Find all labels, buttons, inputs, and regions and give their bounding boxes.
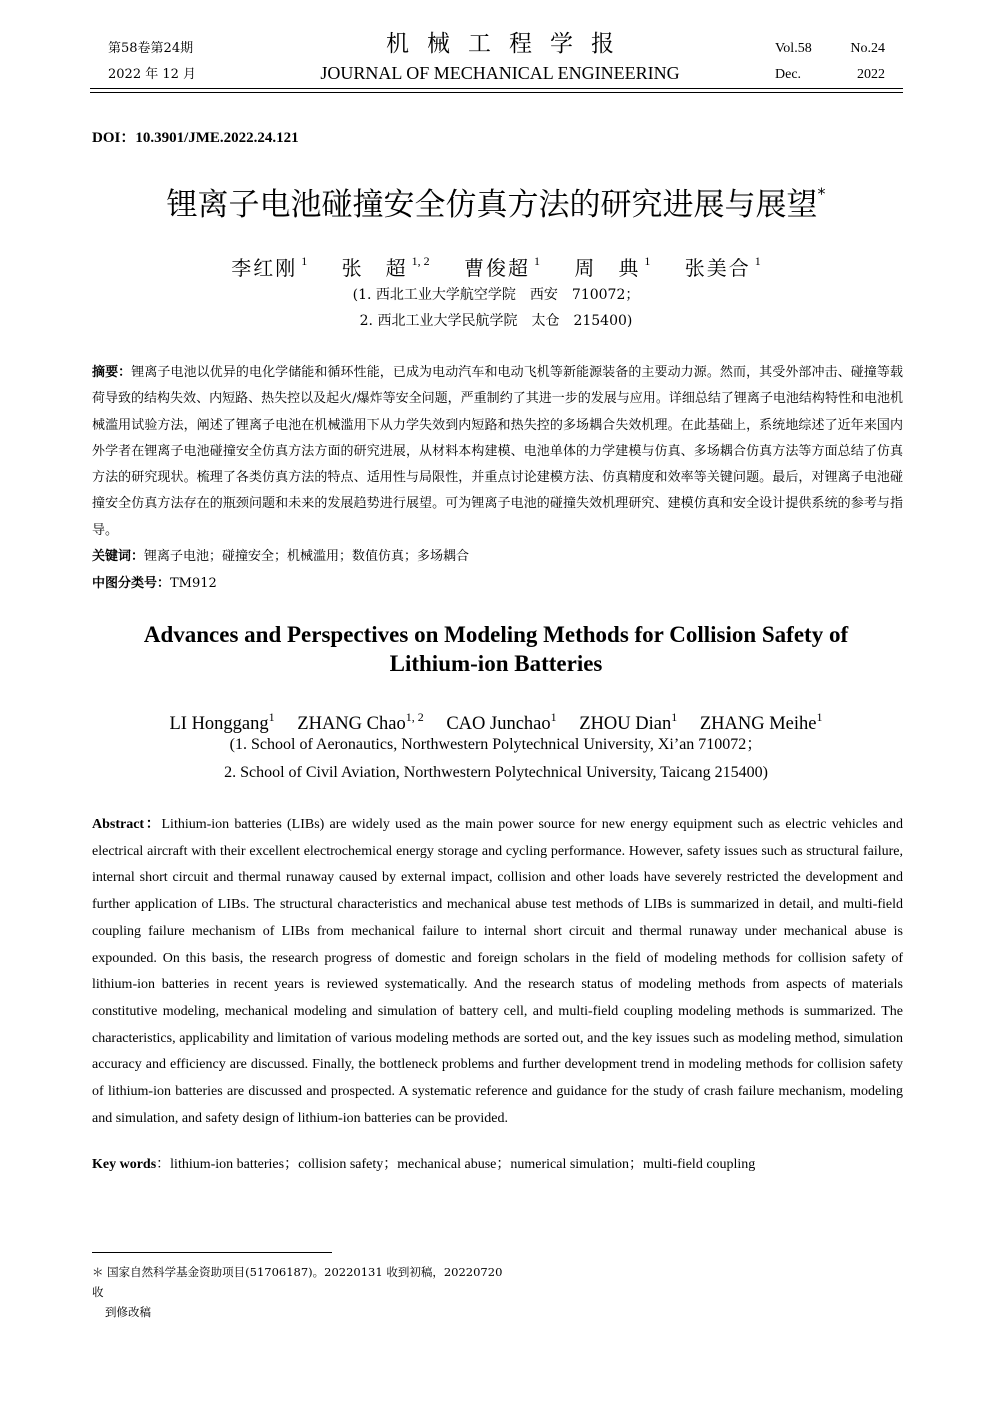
abstract-en-label: Abstract： <box>92 817 162 832</box>
abstract-cn <box>92 360 903 544</box>
author-en: ZHANG Meihe$^1$ <box>699 710 823 734</box>
journal-name-cn: 机械工程学报 <box>386 31 632 57</box>
author-cn: 张美合 $^1$ <box>684 254 761 280</box>
affiliation-en-2: 2. School of Civil Aviation, Northwestern Polytechnical University, Taicang 215400) <box>224 764 768 781</box>
author-en: ZHOU Dian$^1$ <box>579 710 678 734</box>
title-en-line1: Advances and Perspectives on Modeling Methods for Collision Safety of <box>143 622 849 647</box>
classification-cn-text: TM912 <box>170 576 217 591</box>
author-en: LI Honggang$^1$ <box>169 710 275 734</box>
header-date-cn: 2022 年 12 月 <box>108 67 197 82</box>
abstract-cn-label: 摘要： <box>92 365 132 380</box>
header-volume-info <box>775 36 885 88</box>
footnote-line2: 到修改稿 <box>105 1305 151 1319</box>
keywords-cn-label: 关键词： <box>92 549 145 564</box>
journal-name-en: JOURNAL OF MECHANICAL ENGINEERING <box>320 63 680 83</box>
author-cn: 李红刚 $^1$ <box>231 254 308 280</box>
header-rule-thick <box>90 88 903 89</box>
keywords-en <box>92 1152 755 1178</box>
author-cn: 曹俊超 $^1$ <box>464 254 540 280</box>
author-cn: 张 超 $^{1, 2}$ <box>341 254 430 280</box>
affiliations-cn <box>92 282 900 334</box>
doi[interactable]: DOI：10.3901/JME.2022.24.121 <box>92 130 299 146</box>
title-en-line2: Lithium-ion Batteries <box>389 651 603 676</box>
affiliation-cn-1: (1. 西北工业大学航空学院 西安 710072； <box>352 287 640 303</box>
footnote-line1: ＊ 国家自然科学基金资助项目(51706187)。20220131 收到初稿，20220720 收 <box>92 1265 503 1299</box>
abstract-en-text: Lithium-ion batteries (LIBs) are widely used as the main power source for new energy equipment such as electric vehicles and electrical aircraft with their excellent electrochemical energy storage and cycling performance. However, safety issues such as structural failure, internal short circuit and thermal runaway caused by external impact, collision and other loads have severely restricted the development and further application of LIBs. The structural characteristics and mechanical abuse test methods of LIBs is summarized in detail, and multi-field coupling failure mechanism of LIBs from mechanical failure to internal short circuit and thermal runaway under mechanical abuse is expounded. On this basis, the research progress of domestic and foreign scholars in the field of modeling methods for collision safety of lithium-ion batteries in recent years is reviewed systematically. And the research status of modeling methods from aspects of materials constitutive modeling, mechanical modeling and simulation of battery cell, and multi-field coupling modeling methods is summarized. The characteristics, applicability and limitation of various modeling methods are sorted out, and the key issues such as modeling method, simulation accuracy and efficiency are discussed. Finally, the bottleneck problems and further development trend in modeling methods for collision safety of lithium-ion batteries are discussed and prospected. A systematic reference and guidance for the study of crash failure mechanism, modeling and simulation, and safety design of lithium-ion batteries can be provided. <box>92 817 903 1126</box>
title-cn <box>92 172 900 227</box>
authors-cn <box>92 244 900 285</box>
header-issue-info <box>108 36 196 88</box>
affiliation-en-1: (1. School of Aeronautics, Northwestern Polytechnical University, Xi’an 710072； <box>229 736 763 753</box>
title-en <box>92 620 900 678</box>
author-cn: 周 典 $^1$ <box>574 254 651 280</box>
page-header <box>90 28 903 90</box>
affiliation-cn-2: 2. 西北工业大学民航学院 太仓 215400) <box>359 313 633 329</box>
author-en: CAO Junchao$^1$ <box>446 710 557 734</box>
keywords-cn <box>92 544 469 570</box>
header-rule-thin <box>90 92 903 93</box>
classification-cn <box>92 571 217 597</box>
keywords-en-text: ：lithium-ion batteries；collision safety；mechanical abuse；numerical simulation；multi-field coupling <box>156 1157 756 1172</box>
footnote <box>92 1262 512 1322</box>
abstract-en <box>92 812 903 1132</box>
abstract-cn-text: 锂离子电池以优异的电化学储能和循环性能，已成为电动汽车和电动飞机等新能源装备的主要动力源。然而，其受外部冲击、碰撞等载荷导致的结构失效、内短路、热失控以及起火/爆炸等安全问题，严重制约了其进一步的发展与应用。详细总结了锂离子电池结构特性和电池机械滥用试验方法，阐述了锂离子电池在机械滥用下从力学失效到内短路和热失控的多场耦合失效机理。在此基础上，系统地综述了近年来国内外学者在锂离子电池碰撞安全仿真方法方面的研究进展，从材料本构建模、电池单体的力学建模与仿真、多场耦合仿真方法等方面总结了仿真方法的研究现状。梳理了各类仿真方法的特点、适用性与局限性，并重点讨论建模方法、仿真精度和效率等关键问题。最后，对锂离子电池碰撞安全仿真方法存在的瓶颈问题和未来的发展趋势进行展望。可为锂离子电池的碰撞失效机理研究、建模仿真和安全设计提供系统的参考与指导。 <box>92 365 903 538</box>
header-issue-cn: 第58卷第24期 <box>108 41 194 56</box>
keywords-cn-text: 锂离子电池；碰撞安全；机械滥用；数值仿真；多场耦合 <box>144 549 470 564</box>
header-number: No.24 <box>850 41 885 56</box>
author-en: ZHANG Chao$^{1, 2}$ <box>297 710 424 734</box>
header-year: 2022 <box>857 67 885 82</box>
title-cn-text: 锂离子电池碰撞安全仿真方法的研究进展与展望 <box>166 187 818 223</box>
title-footnote-mark: * <box>817 184 826 203</box>
header-journal-name <box>250 28 750 86</box>
keywords-en-label: Key words <box>92 1157 157 1172</box>
footnote-rule <box>92 1252 332 1253</box>
header-volume: Vol.58 <box>775 41 812 56</box>
classification-cn-label: 中图分类号： <box>92 576 171 591</box>
affiliations-en <box>92 731 900 787</box>
header-month: Dec. <box>775 67 802 82</box>
